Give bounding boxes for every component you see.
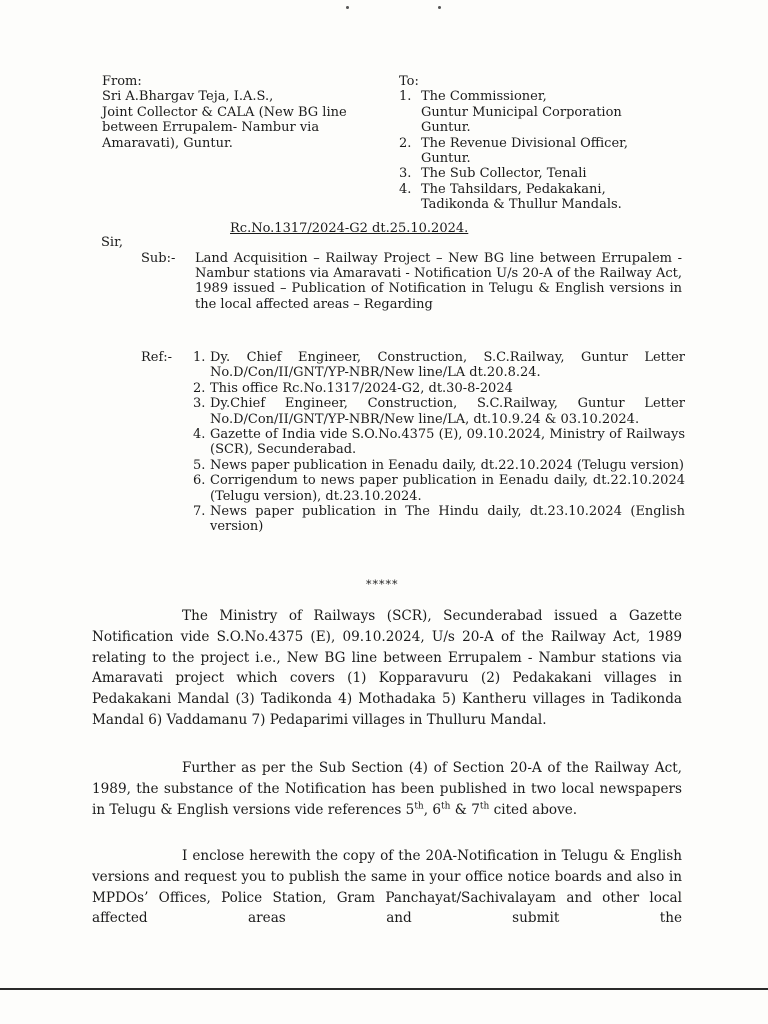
recipient-number: 4. [399,181,412,197]
recipient-line: The Commissioner, [421,89,547,105]
ordinal-suffix: th [479,801,490,812]
reference-item [193,381,685,396]
paragraph-text: & 7 [450,801,480,818]
subject-text: Land Acquisition – Railway Project – New BG line between Errupalem - Nambur stations via Amaravati - Notification U/s 20-A of the Railway Act, 1989 issued – Publication of Notification in Telugu & English versions in the local affected areas – Regarding [195,251,682,312]
scan-speck [438,6,441,9]
reference-number-label: 4. [193,427,206,443]
body-paragraph-3: I enclose herewith the copy of the 20A-Notification in Telugu & English versions and request you to publish the same in your office notice boards and also in MPDOs’ Offices, Police Station, Gram Panchayat/Sachivalayam and other local affected areas and submit the [92,848,682,927]
recipient-item [399,166,699,181]
to-label: To: [399,74,419,89]
recipient-list [399,89,699,212]
reference-item [193,504,685,535]
from-line: between Errupalem- Nambur via [102,120,320,136]
reference-number-label: 2. [193,380,206,396]
subject-label: Sub:- [141,251,176,266]
recipient-number: 2. [399,135,412,151]
reference-number-label: 7. [193,504,206,520]
reference-text: Gazette of India vide S.O.No.4375 (E), 09.10.2024, Ministry of Railways (SCR), Secunderabad. [210,427,685,458]
recipient-item [399,182,699,213]
reference-number-label: 1. [193,350,206,365]
ordinal-suffix: th [441,801,451,812]
references-list [193,350,685,535]
from-line: Amaravati), Guntur. [102,135,233,151]
scan-speck [346,6,349,9]
recipient-item [399,89,699,135]
reference-number-label: 3. [193,396,206,412]
reference-item [193,458,685,473]
reference-text: News paper publication in The Hindu daily, dt.23.10.2024 (English version) [210,504,685,535]
reference-text: Dy.Chief Engineer, Construction, S.C.Railway, Guntur Letter No.D/Con/II/GNT/YP-NBR/New line/LA, dt.10.9.24 & 03.10.2024. [210,396,685,427]
reference-item [193,396,685,427]
body-paragraph-1: The Ministry of Railways (SCR), Secunderabad issued a Gazette Notification vide S.O.No.4375 (E), 09.10.2024, U/s 20-A of the Railway Act, 1989 relating to the project i.e., New BG line between Errupalem - Nambur stations via Amaravati project which covers (1) Kopparavuru (2) Pedakakani villages in Pedakakani Mandal (3) Tadikonda 4) Mothadaka 5) Kantheru villages in Tadikonda Mandal 6) Vaddamanu 7) Pedaparimi villages in Thulluru Mandal. [92,608,682,728]
recipient-line: Guntur Municipal Corporation [421,104,622,120]
paragraph-text: cited above. [489,801,578,818]
to-block [399,74,699,213]
body-paragraph-2 [92,758,682,820]
reference-number-label: 6. [193,473,206,489]
paragraph-text: , 6 [423,801,442,818]
from-block [102,74,387,151]
reference-text: Corrigendum to news paper publication in Eenadu daily, dt.22.10.2024 (Telugu version), dt.23.10.2024. [210,473,685,504]
reference-item [193,350,685,381]
recipient-line: The Sub Collector, Tenali [421,166,587,182]
scan-edge-line [0,988,768,990]
reference-text: News paper publication in Eenadu daily, dt.22.10.2024 (Telugu version) [210,457,684,473]
recipient-number: 3. [399,166,412,182]
reference-item [193,427,685,458]
reference-text: This office Rc.No.1317/2024-G2, dt.30-8-2024 [210,380,513,396]
reference-number: Rc.No.1317/2024-G2 dt.25.10.2024. [230,221,469,236]
from-line: Joint Collector & CALA (New BG line [102,104,347,120]
reference-text: Dy. Chief Engineer, Construction, S.C.Railway, Guntur Letter No.D/Con/II/GNT/YP-NBR/New line/LA dt.20.8.24. [210,350,685,381]
paragraph-text: Further as per the Sub Section (4) of Section 20-A of the Railway Act, 1989, the substance of the Notification has been published in two local newspapers in Telugu & English versions vide references 5 [92,760,682,818]
salutation: Sir, [101,235,123,250]
recipient-line: Tadikonda & Thullur Mandals. [421,197,622,213]
recipient-line: The Revenue Divisional Officer, [421,135,629,151]
references-label: Ref:- [141,350,173,365]
recipient-number: 1. [399,89,412,105]
reference-item [193,473,685,504]
from-label: From: [102,74,142,89]
recipient-line: Guntur. [421,151,471,167]
recipient-item [399,136,699,167]
section-separator: ***** [366,578,399,591]
ordinal-suffix: th [414,801,424,812]
reference-number-label: 5. [193,457,206,473]
recipient-line: The Tahsildars, Pedakakani, [421,181,606,197]
from-line: Sri A.Bhargav Teja, I.A.S., [102,89,274,105]
recipient-line: Guntur. [421,120,471,136]
